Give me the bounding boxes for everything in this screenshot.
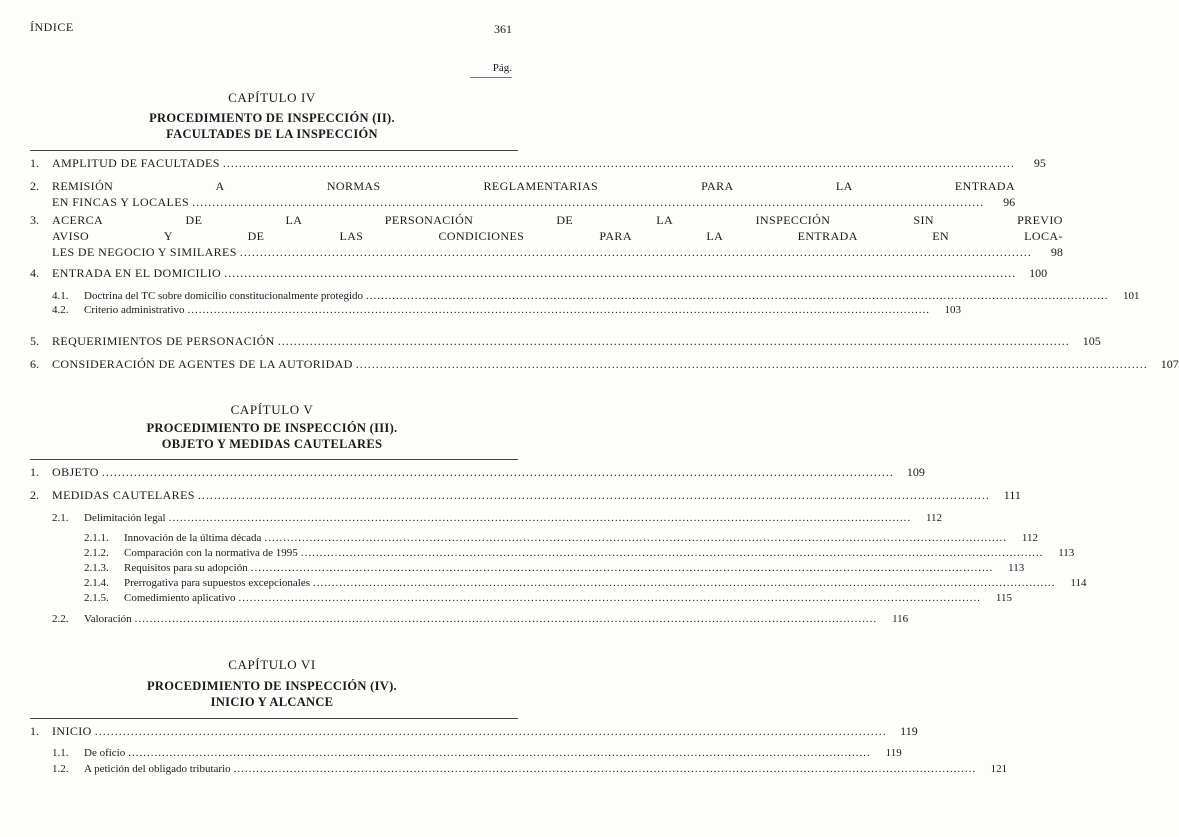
entry-number: 2.1.2. xyxy=(84,547,109,559)
entry-page: 105 xyxy=(1082,334,1101,348)
toc-entry xyxy=(52,611,909,627)
entry-title: Requisitos para su adopción xyxy=(124,562,248,574)
toc-entry xyxy=(30,464,925,480)
dot-leader xyxy=(239,590,982,606)
entry-title: Comedimiento aplicativo xyxy=(124,592,236,604)
dot-leader xyxy=(278,333,1070,349)
toc-entry xyxy=(30,723,918,739)
entry-number: 2.1. xyxy=(52,512,69,524)
chapter-title-line: INICIO Y ALCANCE xyxy=(210,695,334,709)
dot-leader xyxy=(240,244,1032,260)
toc-entry xyxy=(84,560,1025,576)
chapter-title-line: PROCEDIMIENTO DE INSPECCIÓN (III). xyxy=(146,421,398,435)
toc-entry xyxy=(52,761,1008,777)
entry-page: 112 xyxy=(1021,532,1038,544)
dot-leader xyxy=(169,510,912,526)
entry-page: 116 xyxy=(892,613,909,625)
entry-page: 100 xyxy=(1029,266,1048,280)
entry-page: 98 xyxy=(1050,245,1063,259)
toc-entry xyxy=(84,545,1075,561)
dot-leader xyxy=(301,545,1044,561)
entry-number: 1.1. xyxy=(52,747,69,759)
entry-title: Comparación con la normativa de 1995 xyxy=(124,547,298,559)
entry-page: 119 xyxy=(885,747,902,759)
dot-leader xyxy=(198,487,990,503)
dot-leader xyxy=(95,723,887,739)
entry-title: Doctrina del TC sobre domicilio constitucionalmente protegido xyxy=(84,290,364,302)
chapter-title-line: PROCEDIMIENTO DE INSPECCIÓN (IV). xyxy=(147,679,397,693)
entry-page: 111 xyxy=(1003,488,1021,502)
entry-title: LES DE NEGOCIO Y SIMILARES xyxy=(52,245,237,259)
chapter-label: CAPÍTULO IV xyxy=(228,90,316,105)
dot-leader xyxy=(264,530,1007,546)
entry-page: 114 xyxy=(1070,577,1087,589)
entry-number: 5. xyxy=(30,334,39,348)
entry-number: 2.1.4. xyxy=(84,577,109,589)
entry-page: 119 xyxy=(900,724,918,738)
toc-entry xyxy=(52,745,902,761)
entry-page: 95 xyxy=(1033,156,1046,170)
entry-number: 2. xyxy=(30,179,39,193)
entry-title-line: AVISO Y DE LAS CONDICIONES PARA LA ENTRADA EN LOCA- xyxy=(52,229,1063,243)
entry-page: 96 xyxy=(1003,195,1016,209)
page-number: 361 xyxy=(494,22,512,36)
dot-leader xyxy=(135,611,878,627)
page-column-label: Pág. xyxy=(492,62,512,74)
toc-entry xyxy=(84,590,1013,606)
dot-leader xyxy=(128,745,871,761)
entry-number: 2.1.3. xyxy=(84,562,109,574)
entry-number: 4.2. xyxy=(52,304,69,316)
entry-title: ENTRADA EN EL DOMICILIO xyxy=(52,266,222,280)
entry-number: 2.2. xyxy=(52,613,69,625)
chapter-title-line: FACULTADES DE LA INSPECCIÓN xyxy=(166,127,378,141)
entry-number: 1. xyxy=(30,724,39,738)
dot-leader xyxy=(223,155,1015,171)
entry-title: Criterio administrativo xyxy=(84,304,185,316)
entry-title: Delimitación legal xyxy=(84,512,166,524)
entry-title: CONSIDERACIÓN DE AGENTES DE LA AUTORIDAD xyxy=(52,357,353,371)
entry-page: 107 xyxy=(1160,357,1179,371)
toc-entry xyxy=(30,212,1063,260)
chapter-label: CAPÍTULO V xyxy=(230,402,314,417)
entry-title: Valoración xyxy=(84,613,132,625)
dot-leader xyxy=(188,302,931,318)
entry-title: EN FINCAS Y LOCALES xyxy=(52,195,190,209)
entry-page: 112 xyxy=(925,512,943,524)
section-divider xyxy=(30,150,518,151)
entry-number: 3. xyxy=(30,213,39,227)
entry-title: A petición del obligado tributario xyxy=(84,763,231,775)
entry-number: 2.1.1. xyxy=(84,532,109,544)
entry-title: MEDIDAS CAUTELARES xyxy=(52,488,195,502)
entry-title: OBJETO xyxy=(52,465,99,479)
toc-entry xyxy=(52,510,943,526)
entry-page: 101 xyxy=(1123,290,1140,302)
chapter-label: CAPÍTULO VI xyxy=(228,657,316,672)
entry-number: 4. xyxy=(30,266,39,280)
toc-entry xyxy=(30,178,1016,210)
entry-number: 1.2. xyxy=(52,763,69,775)
chapter-title-line: PROCEDIMIENTO DE INSPECCIÓN (II). xyxy=(149,111,395,125)
dot-leader xyxy=(251,560,994,576)
entry-page: 115 xyxy=(995,592,1013,604)
entry-number: 2. xyxy=(30,488,39,502)
page-column-rule xyxy=(470,77,512,78)
toc-entry xyxy=(84,530,1038,546)
section-divider xyxy=(30,459,518,460)
entry-title-line: REMISIÓN A NORMAS REGLAMENTARIAS PARA LA ENTRADA xyxy=(52,179,1016,193)
entry-title: REQUERIMIENTOS DE PERSONACIÓN xyxy=(52,334,275,348)
toc-entry xyxy=(30,155,1046,171)
dot-leader xyxy=(102,464,894,480)
chapter-title-line: OBJETO Y MEDIDAS CAUTELARES xyxy=(161,437,383,451)
entry-page: 113 xyxy=(1008,562,1025,574)
dot-leader xyxy=(313,575,1056,591)
entry-page: 109 xyxy=(906,465,925,479)
entry-page: 103 xyxy=(944,304,962,316)
entry-title: De oficio xyxy=(84,747,126,759)
entry-title: Innovación de la última década xyxy=(124,532,262,544)
toc-entry xyxy=(52,302,962,318)
dot-leader xyxy=(192,194,984,210)
entry-title-line: ACERCA DE LA PERSONACIÓN DE LA INSPECCIÓN SIN PREVIO xyxy=(52,213,1063,227)
entry-number: 2.1.5. xyxy=(84,592,109,604)
entry-number: 1. xyxy=(30,465,39,479)
entry-page: 121 xyxy=(990,763,1008,775)
entry-number: 6. xyxy=(30,357,39,371)
dot-leader xyxy=(224,265,1016,281)
dot-leader xyxy=(356,356,1148,372)
entry-title: Prerrogativa para supuestos excepcionales xyxy=(124,577,311,589)
toc-entry xyxy=(30,356,1179,372)
section-divider xyxy=(30,718,518,719)
entry-number: 4.1. xyxy=(52,290,69,302)
dot-leader xyxy=(234,761,977,777)
running-header: ÍNDICE xyxy=(30,20,74,34)
toc-entry xyxy=(30,265,1048,281)
toc-entry xyxy=(30,333,1101,349)
entry-title: INICIO xyxy=(52,724,92,738)
toc-entry xyxy=(84,575,1087,591)
entry-page: 113 xyxy=(1058,547,1075,559)
toc-entry xyxy=(30,487,1021,503)
entry-title: AMPLITUD DE FACULTADES xyxy=(52,156,220,170)
entry-number: 1. xyxy=(30,156,39,170)
